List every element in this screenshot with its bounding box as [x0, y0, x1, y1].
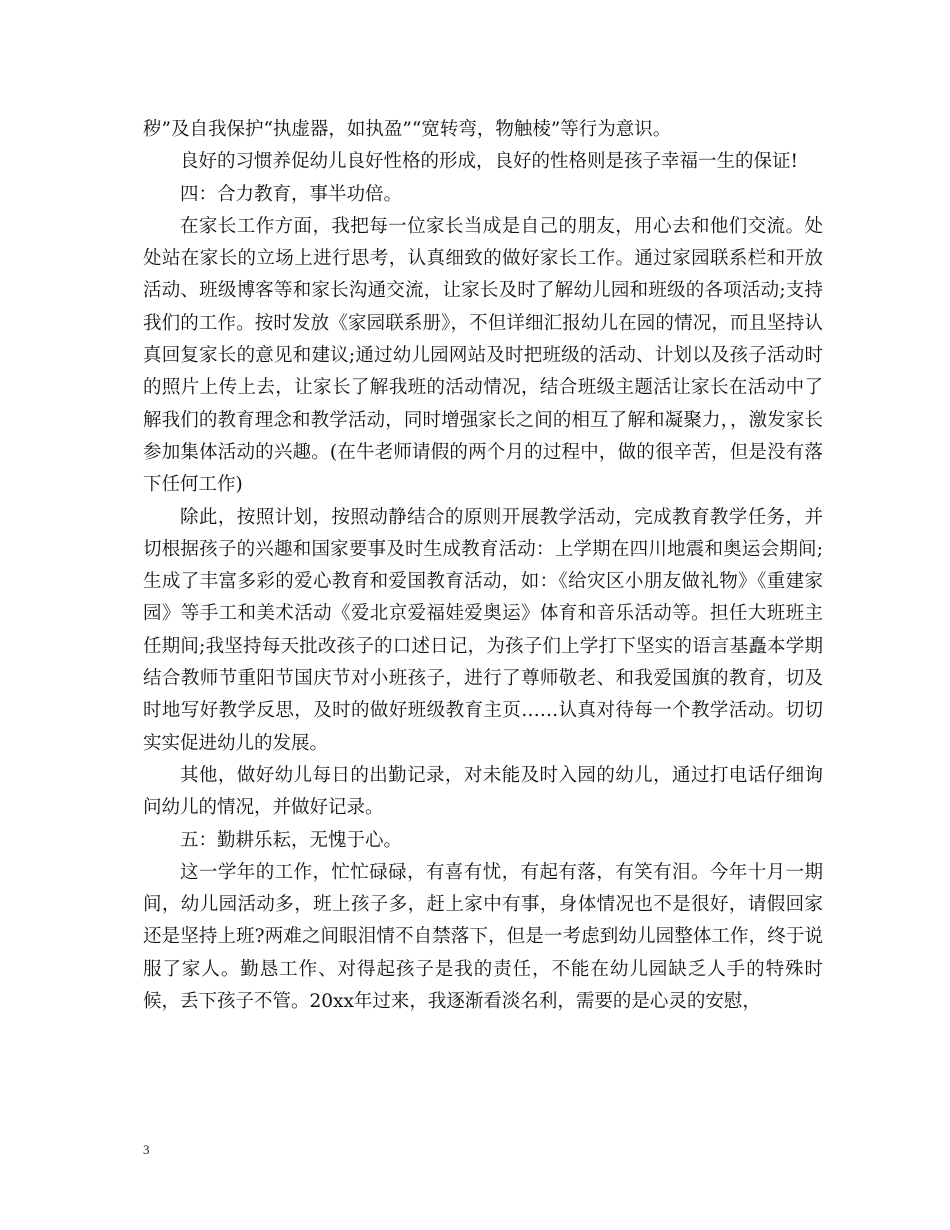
- section-heading: 四：合力教育，事半功倍。: [180, 183, 403, 205]
- paragraph: 这一学年的工作，忙忙碌碌，有喜有忧，有起有落，有笑有泪。今年十月一期间，幼儿园活动多，班上孩子多，赶上家中有事，身体情况也不是很好，请假回家还是坚持上班?两难之间眼泪情不自禁落下，但是一考虑到幼儿园整体工作，终于说服了家人。勤恳工作、对得起孩子是我的责任，不能在幼儿园缺乏人手的特殊时候，丢下孩子不管。20xx年过来，我逐渐看淡名利，需要的是心灵的安慰，: [143, 861, 823, 1013]
- body-text: [143, 114, 823, 1018]
- paragraph: 除此，按照计划，按照动静结合的原则开展教学活动，完成教育教学任务，并切根据孩子的兴趣和国家要事及时生成教育活动：上学期在四川地震和奥运会期间;生成了丰富多彩的爱心教育和爱国教育活动，如：《给灾区小朋友做礼物》《重建家园》等手工和美术活动《爱北京爱福娃爱奥运》体育和音乐活动等。担任大班班主任期间;我坚持每天批改孩子的口述日记，为孩子们上学打下坚实的语言基矗本学期结合教师节重阳节国庆节对小班孩子，进行了尊师敬老、和我爱国旗的教育，切及时地写好教学反思，及时的做好班级教育主页……认真对待每一个教学活动。切切实实促进幼儿的发展。: [143, 506, 823, 754]
- paragraph: 在家长工作方面，我把每一位家长当成是自己的朋友，用心去和他们交流。处处站在家长的立场上进行思考，认真细致的做好家长工作。通过家园联系栏和开放活动、班级博客等和家长沟通交流，让家长及时了解幼儿园和班级的各项活动;支持我们的工作。按时发放《家园联系册》，不但详细汇报幼儿在园的情况，而且坚持认真回复家长的意见和建议;通过幼儿园网站及时把班级的活动、计划以及孩子活动时的照片上传上去，让家长了解我班的活动情况，结合班级主题活让家长在活动中了解我们的教育理念和教学活动，同时增强家长之间的相互了解和凝聚力，，激发家长参加集体活动的兴趣。(在牛老师请假的两个月的过程中，做的很辛苦，但是没有落下任何工作): [143, 215, 823, 496]
- paragraph: 良好的习惯养促幼儿良好性格的形成，良好的性格则是孩子幸福一生的保证!: [180, 151, 798, 173]
- section-heading: 五：勤耕乐耘，无愧于心。: [180, 829, 403, 851]
- paragraph: 其他，做好幼儿每日的出勤记录，对未能及时入园的幼儿，通过打电话仔细询问幼儿的情况，并做好记录。: [143, 764, 823, 819]
- page-number: 3: [143, 1142, 150, 1157]
- paragraph: 秽”及自我保护“执虚器，如执盈”“宽转弯，物触棱”等行为意识。: [143, 119, 672, 140]
